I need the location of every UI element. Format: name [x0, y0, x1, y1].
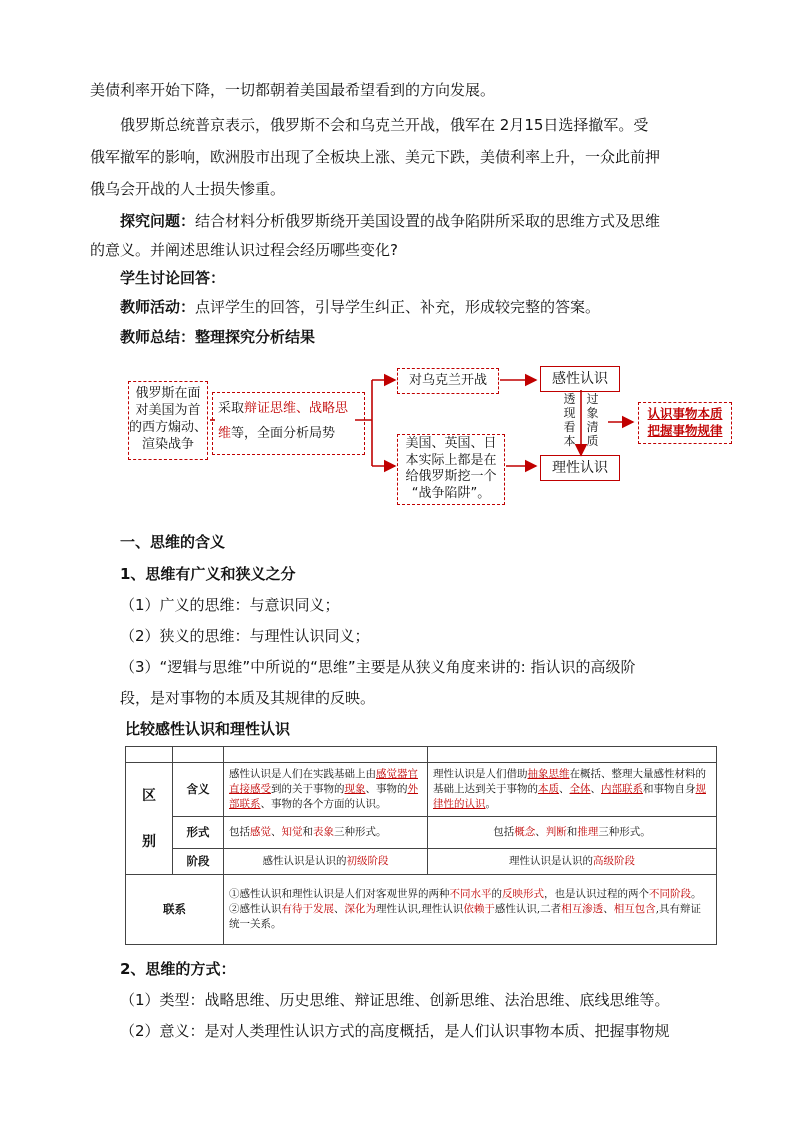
flow-result-text: 把握事物规律 [647, 423, 723, 438]
cell-highlight: 相互包含 [613, 903, 656, 915]
activity-text: 点评学生的回答，引导学生纠正、补充，形成较完整的答案。 [195, 298, 601, 316]
cell-text: 、 [603, 903, 614, 915]
cell-highlight: 抽象思维 [527, 768, 570, 780]
cell-highlight: 本质 [538, 783, 559, 795]
form-rational [428, 817, 717, 849]
cell-text: 。 [485, 798, 496, 810]
summary-text: 整理探究分析结果 [195, 328, 316, 346]
cell-text: ,具有辩证统一关系。 [229, 903, 702, 930]
cell-text: 到的关于事物的 [271, 783, 345, 795]
vert-char: 看 [563, 420, 576, 434]
list-item: （2）狭义的思维：与理性认识同义； [120, 627, 370, 645]
cell-text: ①感性认识和理性认识是人们对客观世界的两种 [229, 888, 450, 900]
flow-vertical-text-left [563, 392, 576, 448]
table-row [126, 747, 717, 763]
cell-text: 、事物的各个方面的认识。 [260, 798, 387, 810]
cell-text: 包括 [229, 826, 250, 838]
stage-perceptual [224, 849, 428, 875]
comparison-table [125, 746, 717, 945]
cell-highlight: 高级阶段 [593, 855, 635, 867]
discuss-label: 学生讨论回答： [120, 269, 226, 287]
vert-char: 现 [563, 406, 576, 420]
list-item: （2）意义：是对人类理性认识方式的高度概括，是人们认识事物本质、把握事物规 [120, 1022, 670, 1040]
flow-bottom-text: “战争陷阱”。 [411, 485, 491, 501]
cell-text: 和事物自身 [643, 783, 696, 795]
table-cell [173, 747, 224, 763]
list-item: （1）广义的思维：与意识同义； [120, 596, 340, 614]
cell-text: 、 [559, 783, 570, 795]
para-line: 俄军撤军的影响，欧洲股市出现了全板块上涨、美元下跌，美债利率上升，一众此前押 [90, 148, 661, 166]
cell-highlight: 初级阶段 [346, 855, 389, 867]
flow-mid-line [218, 396, 364, 421]
flow-mid-text: 等，全面分析局势 [231, 426, 336, 441]
cell-text: 的 [491, 888, 502, 900]
cell-text: ，也是认识过程的两个 [544, 888, 649, 900]
cell-highlight: 不同阶段 [649, 888, 691, 900]
cell-text: 三种形式。 [598, 826, 651, 838]
perceptual-box: 感性认识 [540, 366, 620, 392]
cell-text: 包括 [493, 826, 515, 838]
cell-text: 感性认识,二者 [494, 903, 562, 915]
subsection-title: 1、思维有广义和狭义之分 [120, 565, 296, 583]
table-cell [428, 747, 717, 763]
flow-mid-text: 采取 [218, 401, 245, 416]
cell-highlight: 判断 [545, 826, 567, 838]
compare-title: 比较感性认识和理性认识 [125, 720, 291, 738]
cell-text: 和 [566, 826, 578, 838]
flow-vertical-text-right [586, 392, 599, 448]
flow-result-text: 认识事物本质 [647, 406, 723, 421]
flow-top-box: 对乌克兰开战 [397, 368, 499, 394]
question-label: 探究问题： [120, 212, 196, 230]
activity-label: 教师活动： [120, 298, 196, 316]
row-header-stage: 阶段 [173, 849, 224, 875]
cell-highlight: 深化为 [344, 903, 376, 915]
cell-highlight: 反映形式 [502, 888, 544, 900]
cell-text: 、 [271, 826, 282, 838]
flow-bottom-text: 美国、英国、日 [405, 436, 497, 451]
vert-char: 透 [563, 392, 576, 406]
table-cell [224, 747, 428, 763]
table-row [126, 817, 717, 849]
cell-text: 在概括、整理大量感性材料的基础上达到关于事物的 [433, 768, 706, 795]
cell-highlight: 有待于发展 [281, 903, 334, 915]
link-cell [224, 875, 717, 945]
question-text: 结合材料分析俄罗斯绕开美国设置的战争陷阱所采取的思维方式及思维 [195, 212, 661, 230]
cell-highlight: 觉器官直接感受 [229, 768, 418, 795]
cell-text: 和 [302, 826, 313, 838]
cell-highlight: 规律性的认识 [433, 783, 706, 810]
stage-rational [428, 849, 717, 875]
cell-highlight: 表象 [313, 826, 334, 838]
section-title: 一、思维的含义 [120, 533, 226, 551]
para-line: 美债利率开始下降，一切都朝着美国最希望看到的方向发展。 [90, 81, 496, 99]
cell-text: ②感性认识 [229, 903, 282, 915]
cell-text: 、 [590, 783, 601, 795]
flow-left-text: 的西方煽动、 [129, 420, 208, 435]
cell-text: 理性认识是认识的 [509, 855, 593, 867]
cell-highlight: 全体 [569, 783, 591, 795]
cell-text: 、 [535, 826, 546, 838]
cell-text: 、 [334, 903, 345, 915]
row-header-meaning: 含义 [173, 763, 224, 817]
cell-text: 。 [691, 888, 702, 900]
vert-char: 过 [586, 392, 599, 406]
meaning-rational [428, 763, 717, 817]
cell-highlight: 现象 [344, 783, 366, 795]
vert-char: 本 [563, 434, 576, 448]
flow-mid-box [212, 392, 365, 455]
cell-highlight: 内部联系 [601, 783, 643, 795]
cell-highlight: 相互渗透 [561, 903, 604, 915]
cell-highlight: 感 [376, 768, 387, 780]
para-line: 的意义。并阐述思维认识过程会经历哪些变化? [90, 241, 398, 259]
para-line: 俄乌会开战的人士损失惨重。 [90, 180, 286, 198]
row-header-link: 联系 [126, 875, 224, 945]
flow-left-text: 渲染战争 [141, 437, 194, 452]
meaning-perceptual [224, 763, 428, 817]
table-row [126, 875, 717, 945]
vert-char: 清 [586, 420, 599, 434]
cell-text: 感性认识是人们在实践基础上由 [229, 768, 376, 780]
link-line-1 [229, 887, 711, 902]
cell-text: 、事物的 [365, 783, 408, 795]
flow-mid-highlight: 维 [218, 426, 232, 441]
cell-text: 感性认识是认识的 [262, 855, 347, 867]
subsection-title: 2、思维的方式： [120, 960, 236, 978]
summary-label: 教师总结： [120, 328, 196, 346]
flow-bottom-text: 本实际上都是在 [405, 452, 497, 468]
table-row [126, 763, 717, 817]
flow-left-box [128, 381, 208, 460]
cell-highlight: 概念 [514, 826, 536, 838]
list-item: （3）“逻辑与思维”中所说的“思维”主要是从狭义角度来讲的: 指认识的高级阶 [120, 658, 636, 676]
vert-char: 象 [586, 406, 599, 420]
cell-text: 理性认识是人们借助 [433, 768, 528, 780]
flow-bottom-text: 给俄罗斯挖一个 [405, 469, 497, 484]
form-perceptual [224, 817, 428, 849]
link-line-2 [229, 902, 711, 932]
cell-highlight: 不同水平 [449, 888, 492, 900]
diff-char: 区 [142, 787, 156, 804]
flow-left-text: 对美国为首 [135, 403, 201, 418]
table-cell [126, 747, 173, 763]
cell-highlight: 感觉 [250, 826, 271, 838]
flow-left-text: 俄罗斯在面 [135, 386, 201, 401]
list-item: 段，是对事物的本质及其规律的反映。 [120, 689, 376, 707]
cell-text: 三种形式。 [334, 826, 387, 838]
flow-bottom-box [397, 434, 505, 505]
cell-text: 理性认识,理性认识 [376, 903, 464, 915]
diff-char: 别 [142, 833, 156, 850]
cell-highlight: 推理 [577, 826, 599, 838]
list-item: （1）类型：战略思维、历史思维、辩证思维、创新思维、法治思维、底线思维等。 [120, 991, 670, 1009]
diff-header [126, 763, 173, 875]
flow-mid-line [218, 421, 364, 446]
cell-highlight: 依赖于 [463, 903, 495, 915]
table-row [126, 849, 717, 875]
rational-box: 理性认识 [540, 455, 620, 481]
flow-mid-highlight: 辩证思维、战略思 [244, 401, 349, 416]
para-line: 俄罗斯总统普京表示，俄罗斯不会和乌克兰开战，俄军在 2月15日选择撤军。受 [120, 116, 649, 134]
vert-char: 质 [586, 434, 599, 448]
flow-result-box [638, 402, 732, 444]
cell-highlight: 知觉 [281, 826, 303, 838]
row-header-form: 形式 [173, 817, 224, 849]
cell-highlight: 外部联系 [229, 783, 418, 810]
